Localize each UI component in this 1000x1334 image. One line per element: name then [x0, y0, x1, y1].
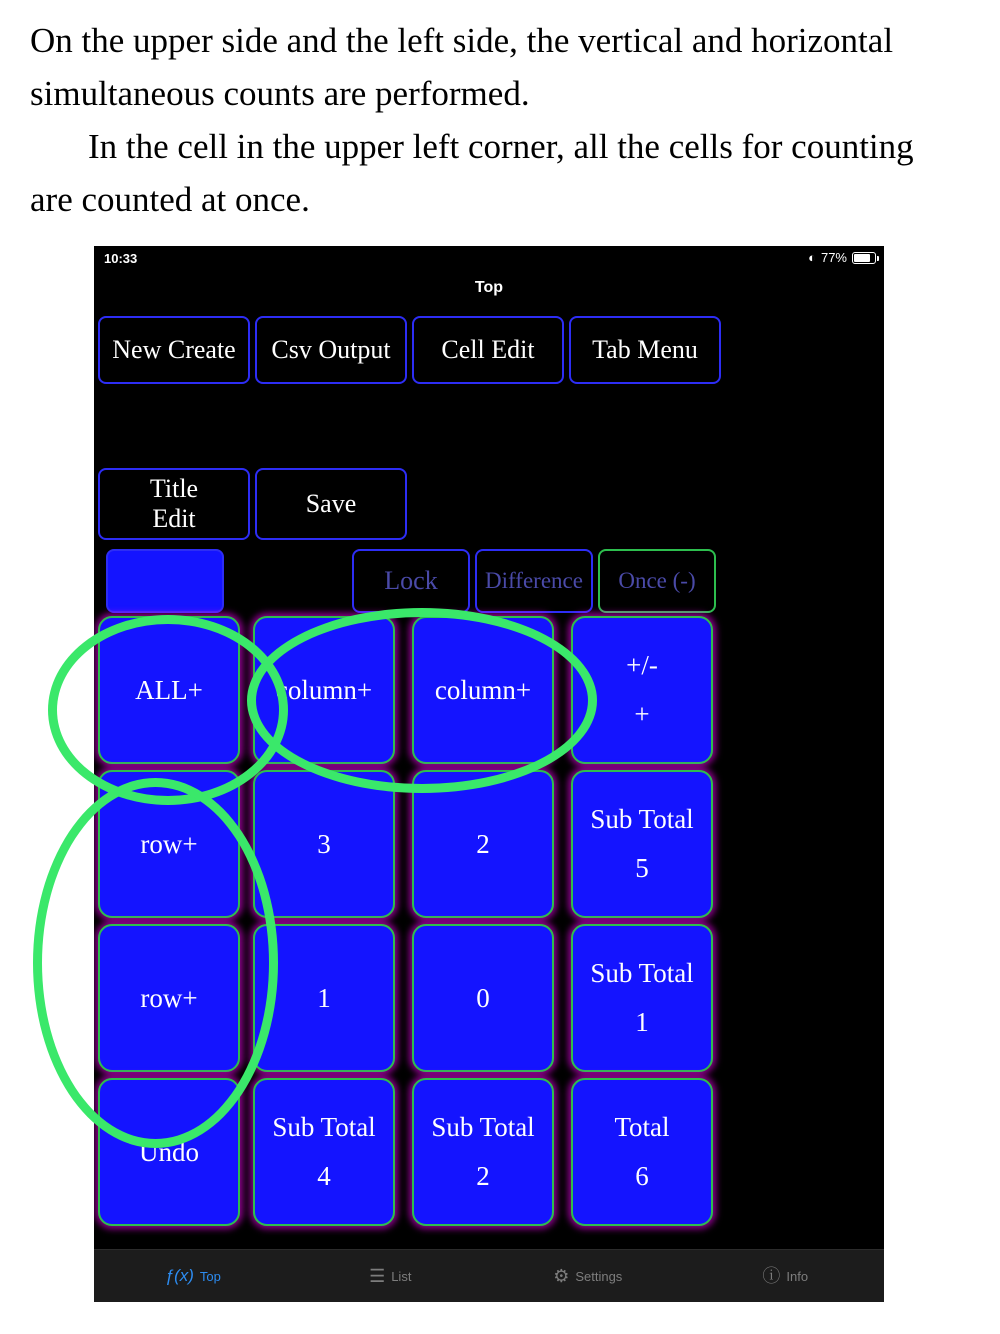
paragraph-1: On the upper side and the left side, the vertical and horizontal simultaneous counts are performed. — [30, 21, 894, 113]
grid-cell-undo[interactable] — [98, 1078, 240, 1226]
battery-percent-label: 77% — [820, 250, 847, 265]
grid-cell-column-plus-2-label: column+ — [434, 674, 532, 705]
grid-cell-plus-minus[interactable] — [571, 616, 713, 764]
save-button[interactable]: Save — [255, 468, 407, 540]
title-edit-label-line1: Title — [149, 474, 199, 503]
grid-cell-row-plus-2-label: row+ — [140, 982, 198, 1013]
paragraph-2: In the cell in the upper left corner, all the cells for counting are counted at once. — [30, 127, 914, 219]
tab-list[interactable] — [292, 1250, 490, 1302]
tab-bar — [94, 1249, 884, 1302]
grid-cell-r3c3-value: 0 — [476, 982, 490, 1013]
csv-output-button[interactable]: Csv Output — [255, 316, 407, 384]
status-clock: 10:33 — [104, 251, 138, 266]
status-bar — [94, 246, 884, 272]
grid-cell-col2-subtotal-label: Sub Total — [272, 1112, 376, 1142]
tab-top-label: Top — [199, 1268, 221, 1284]
info-icon: ⓘ — [762, 1266, 781, 1286]
title-edit-button[interactable] — [98, 468, 250, 540]
grid-cell-total[interactable] — [571, 1078, 713, 1226]
fx-icon: ƒ(x) — [164, 1266, 194, 1285]
once-minus-button[interactable]: Once (-) — [598, 549, 716, 613]
tab-info-label: Info — [786, 1268, 809, 1284]
grid-cell-column-plus-1-label: column+ — [275, 674, 373, 705]
lock-button[interactable]: Lock — [352, 549, 470, 613]
title-edit-label-line2: Edit — [152, 504, 196, 533]
grid-cell-plus-minus-value: + — [634, 699, 650, 729]
grid-cell-total-value: 6 — [635, 1161, 649, 1191]
grid-cell-row-plus-1[interactable] — [98, 770, 240, 918]
document-body — [30, 14, 960, 226]
grid-cell-r2c3[interactable] — [412, 770, 554, 918]
grid-cell-col3-subtotal-label: Sub Total — [431, 1112, 535, 1142]
grid-cell-plus-minus-label: +/- — [626, 650, 658, 680]
grid-cell-col3-subtotal[interactable] — [412, 1078, 554, 1226]
wifi-icon: ◐ — [808, 250, 816, 265]
tab-settings[interactable] — [489, 1250, 687, 1302]
grid-cell-r2c2[interactable] — [253, 770, 395, 918]
grid-cell-r3c3[interactable] — [412, 924, 554, 1072]
blank-option-button[interactable] — [106, 549, 224, 613]
grid-cell-column-plus-1[interactable] — [253, 616, 395, 764]
app-screenshot — [94, 246, 884, 1302]
grid-cell-r3c2-value: 1 — [317, 982, 331, 1013]
battery-icon — [852, 252, 876, 264]
grid-cell-total-label: Total — [614, 1112, 670, 1142]
grid-cell-all-plus[interactable] — [98, 616, 240, 764]
grid-cell-row3-subtotal[interactable] — [571, 924, 713, 1072]
grid-cell-all-plus-label: ALL+ — [135, 674, 203, 705]
cell-edit-button[interactable]: Cell Edit — [412, 316, 564, 384]
difference-button[interactable]: Difference — [475, 549, 593, 613]
grid-cell-col2-subtotal-value: 4 — [317, 1161, 331, 1191]
new-create-button[interactable]: New Create — [98, 316, 250, 384]
tab-list-label: List — [391, 1268, 412, 1284]
grid-cell-row-plus-1-label: row+ — [140, 828, 198, 859]
grid-cell-r3c2[interactable] — [253, 924, 395, 1072]
grid-cell-row2-subtotal[interactable] — [571, 770, 713, 918]
grid-cell-row2-subtotal-label: Sub Total — [590, 804, 694, 834]
tab-menu-button[interactable]: Tab Menu — [569, 316, 721, 384]
grid-cell-col2-subtotal[interactable] — [253, 1078, 395, 1226]
grid-cell-r2c3-value: 2 — [476, 828, 490, 859]
grid-cell-row3-subtotal-label: Sub Total — [590, 958, 694, 988]
tab-settings-label: Settings — [575, 1268, 623, 1284]
grid-cell-row2-subtotal-value: 5 — [635, 853, 649, 883]
grid-cell-r2c2-value: 3 — [317, 828, 331, 859]
grid-cell-row3-subtotal-value: 1 — [635, 1007, 649, 1037]
nav-title: Top — [474, 279, 504, 296]
list-icon: ☰ — [369, 1266, 386, 1286]
tab-top[interactable] — [94, 1250, 292, 1302]
tab-info[interactable] — [687, 1250, 885, 1302]
grid-cell-column-plus-2[interactable] — [412, 616, 554, 764]
grid-cell-row-plus-2[interactable] — [98, 924, 240, 1072]
grid-cell-undo-label: Undo — [139, 1136, 199, 1167]
grid-cell-col3-subtotal-value: 2 — [476, 1161, 490, 1191]
gear-icon: ⚙ — [553, 1266, 570, 1286]
